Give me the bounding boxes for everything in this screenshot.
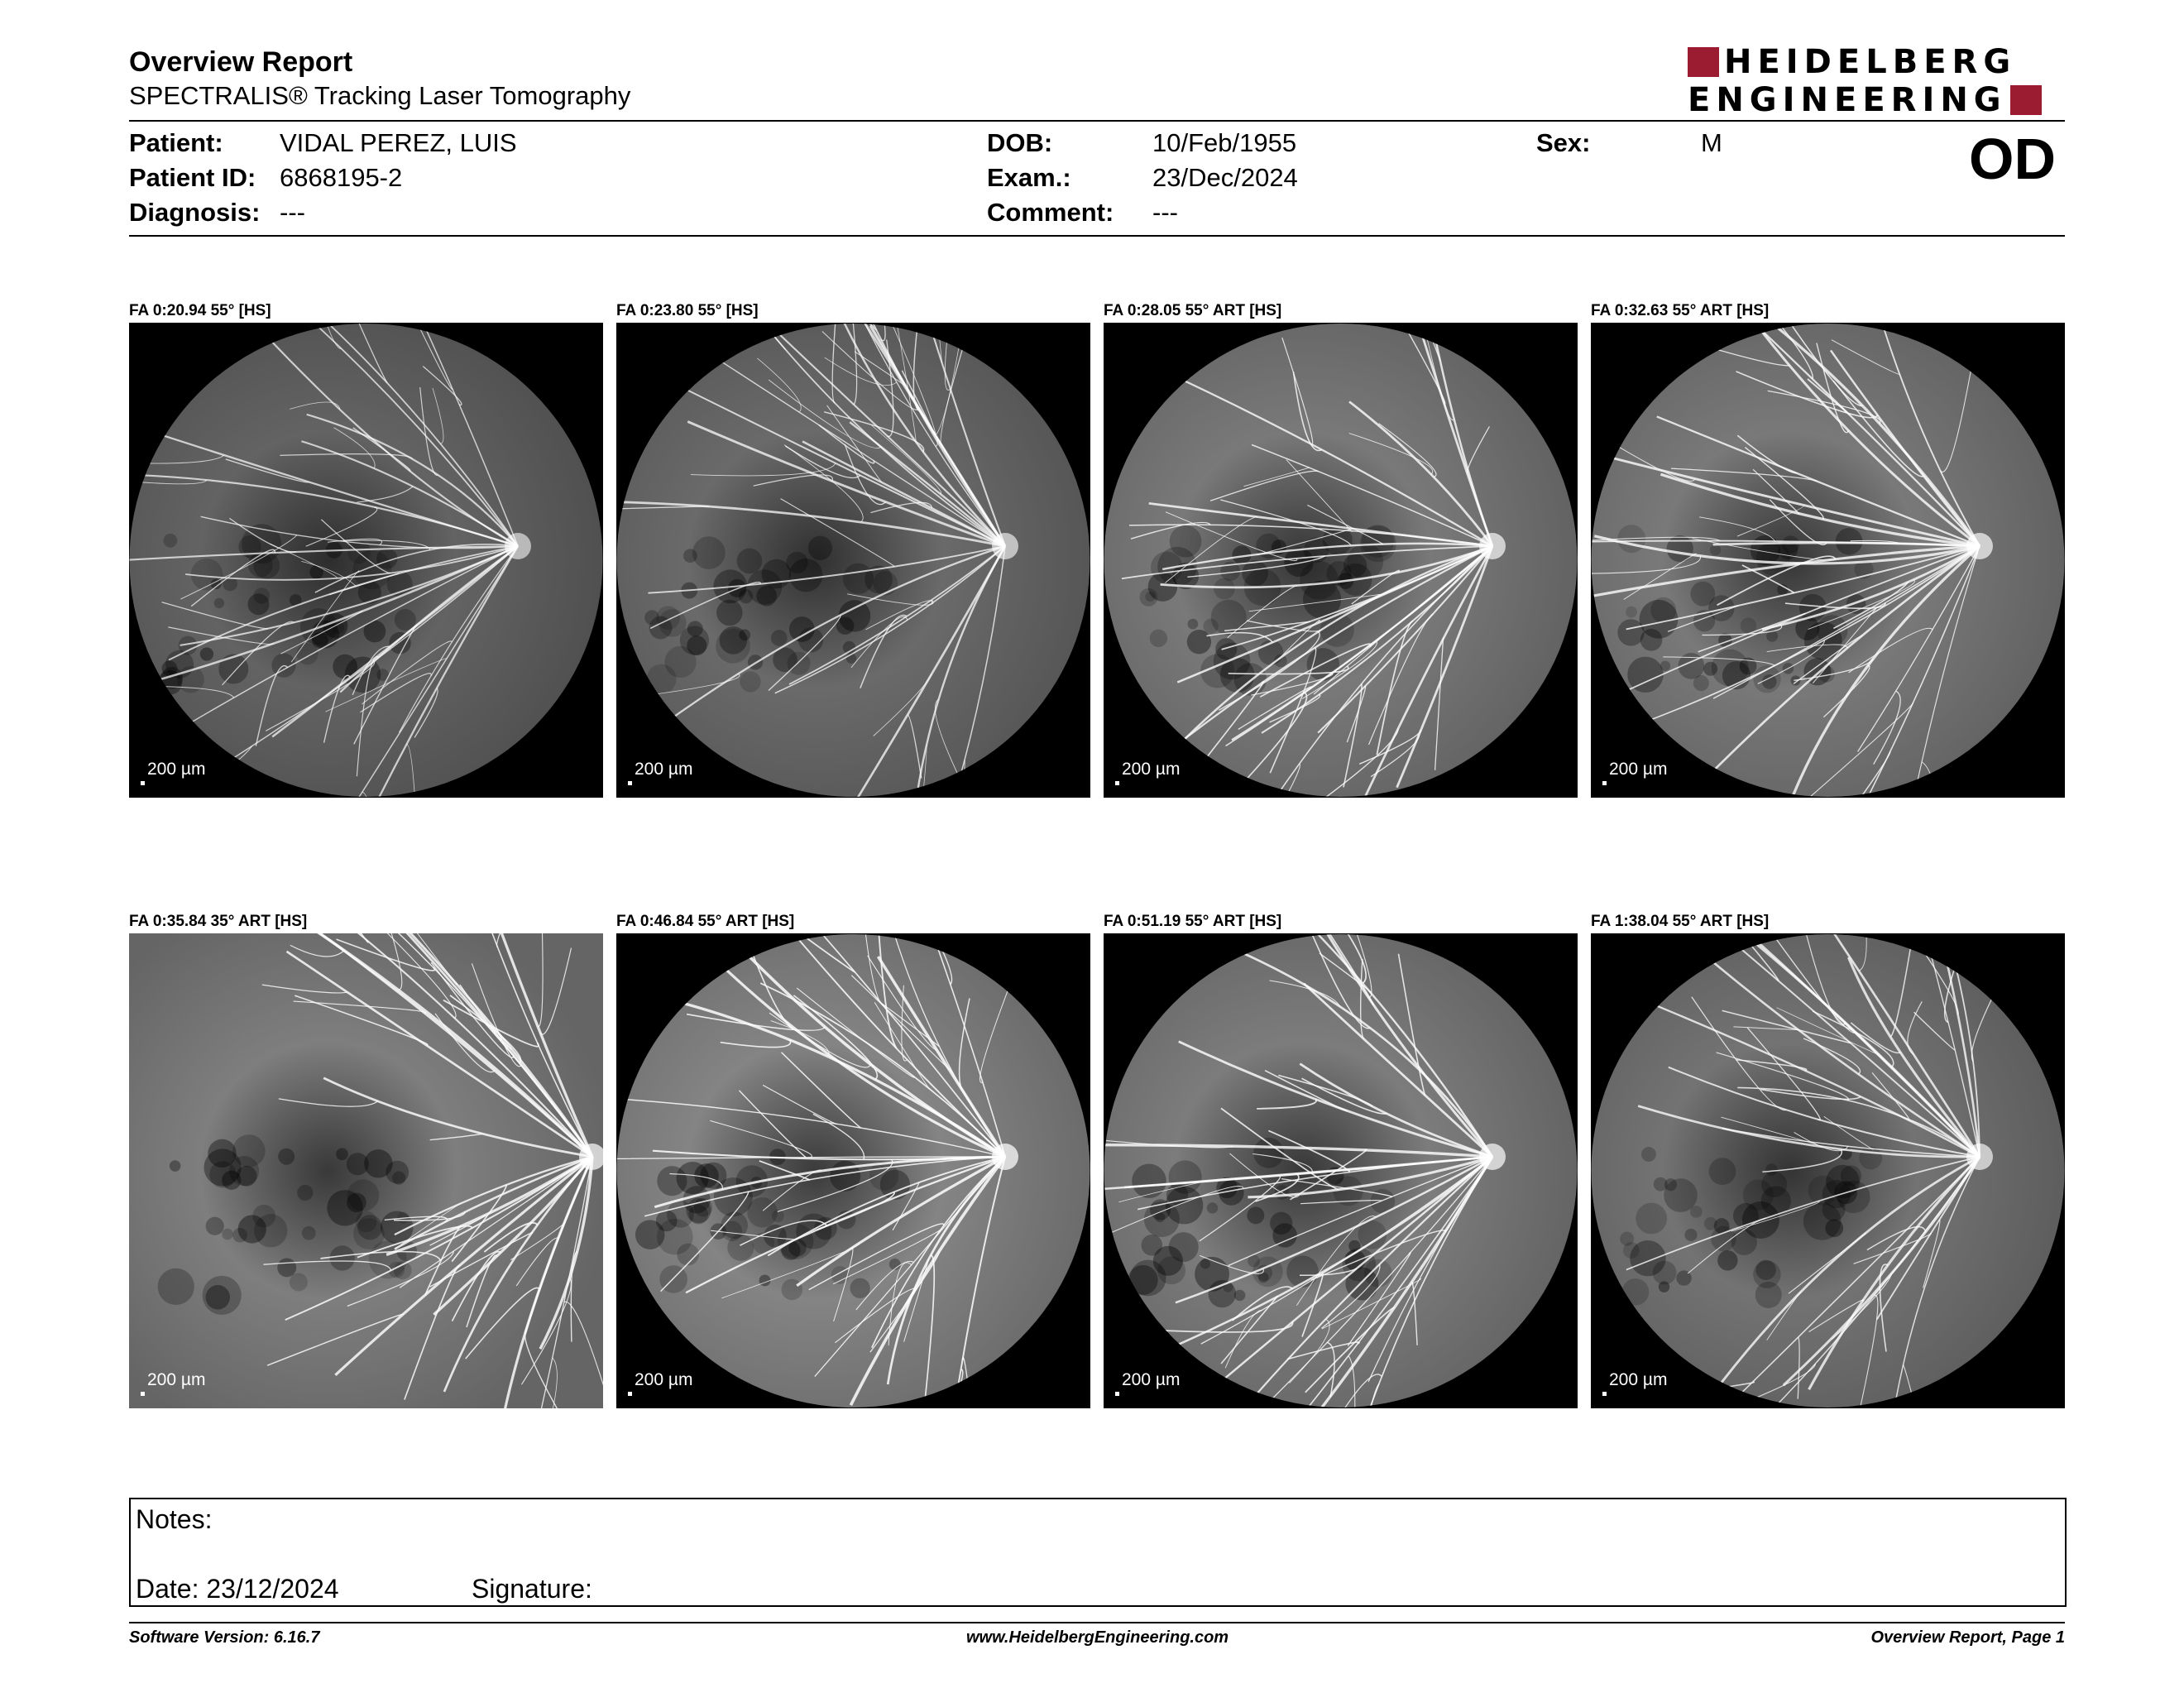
scale-label: 200 µm [635,1370,693,1389]
image-caption: FA 0:32.63 55° ART [HS] [1591,302,1770,319]
logo-word-heidelberg: HEIDELBERG [1724,43,2017,81]
logo-square-bottom [2010,85,2042,115]
sex-label: Sex: [1536,128,1591,157]
exam-label: Exam.: [987,163,1071,192]
fa-image[interactable] [616,323,1090,798]
fa-image[interactable] [129,323,603,798]
patient-id: 6868195-2 [280,163,403,192]
report-title: Overview Report [129,46,353,78]
date-label: Date: 23/12/2024 [136,1574,339,1604]
scale-bar-icon [1115,1392,1119,1396]
fundus-image-svg [616,933,1090,1408]
scale-bar-icon [141,1392,145,1396]
dob-value: 10/Feb/1955 [1152,128,1297,157]
header-divider-top [129,120,2065,122]
header-divider-bottom [129,235,2065,237]
diagnosis-label: Diagnosis: [129,198,261,227]
scale-bar-icon [141,781,145,785]
scale-label: 200 µm [1122,760,1181,779]
scale-bar-icon [1602,781,1607,785]
signature-label: Signature: [472,1574,592,1604]
fa-image[interactable] [1104,323,1578,798]
diagnosis-value: --- [280,198,305,227]
notes-box[interactable] [129,1498,2067,1607]
logo-square-top [1688,47,1719,77]
fundus-image-svg [129,323,603,798]
software-version: Software Version: 6.16.7 [129,1628,320,1647]
scale-bar-icon [1115,781,1119,785]
heidelberg-logo [1688,43,2064,119]
comment-value: --- [1152,198,1178,227]
scale-bar-icon [628,781,632,785]
image-caption: FA 0:46.84 55° ART [HS] [616,913,795,930]
dob-label: DOB: [987,128,1053,157]
fa-image[interactable] [1591,933,2065,1408]
scale-label: 200 µm [1609,760,1668,779]
patient-id-label: Patient ID: [129,163,256,192]
patient-label: Patient: [129,128,223,157]
eye-indicator: OD [1969,127,2056,191]
sex-value: M [1701,128,1722,157]
image-caption: FA 0:23.80 55° [HS] [616,302,759,319]
scale-label: 200 µm [147,1370,206,1389]
image-caption: FA 0:28.05 55° ART [HS] [1104,302,1282,319]
fa-image[interactable] [1591,323,2065,798]
fundus-image-svg [1591,323,2065,798]
scale-label: 200 µm [147,760,206,779]
scale-label: 200 µm [1122,1370,1181,1389]
fa-image[interactable] [129,933,603,1408]
fundus-image-svg [616,323,1090,798]
scale-bar-icon [1602,1392,1607,1396]
scale-label: 200 µm [1609,1370,1668,1389]
fundus-image-svg [129,933,603,1408]
website-link[interactable]: www.HeidelbergEngineering.com [966,1628,1229,1647]
fundus-image-svg [1591,933,2065,1408]
page-number: Overview Report, Page 1 [1870,1628,2065,1647]
comment-label: Comment: [987,198,1114,227]
fa-image[interactable] [1104,933,1578,1408]
logo-word-engineering: ENGINEERING [1688,81,2007,119]
fa-image[interactable] [616,933,1090,1408]
image-caption: FA 1:38.04 55° ART [HS] [1591,913,1770,930]
fundus-image-svg [1104,933,1578,1408]
report-subtitle: SPECTRALIS® Tracking Laser Tomography [129,81,631,110]
image-caption: FA 0:35.84 35° ART [HS] [129,913,308,930]
patient-name: VIDAL PEREZ, LUIS [280,128,517,157]
scale-label: 200 µm [635,760,693,779]
fundus-image-svg [1104,323,1578,798]
notes-label: Notes: [136,1504,213,1534]
exam-value: 23/Dec/2024 [1152,163,1298,192]
image-caption: FA 0:20.94 55° [HS] [129,302,271,319]
image-caption: FA 0:51.19 55° ART [HS] [1104,913,1282,930]
scale-bar-icon [628,1392,632,1396]
footer-divider [129,1622,2065,1623]
